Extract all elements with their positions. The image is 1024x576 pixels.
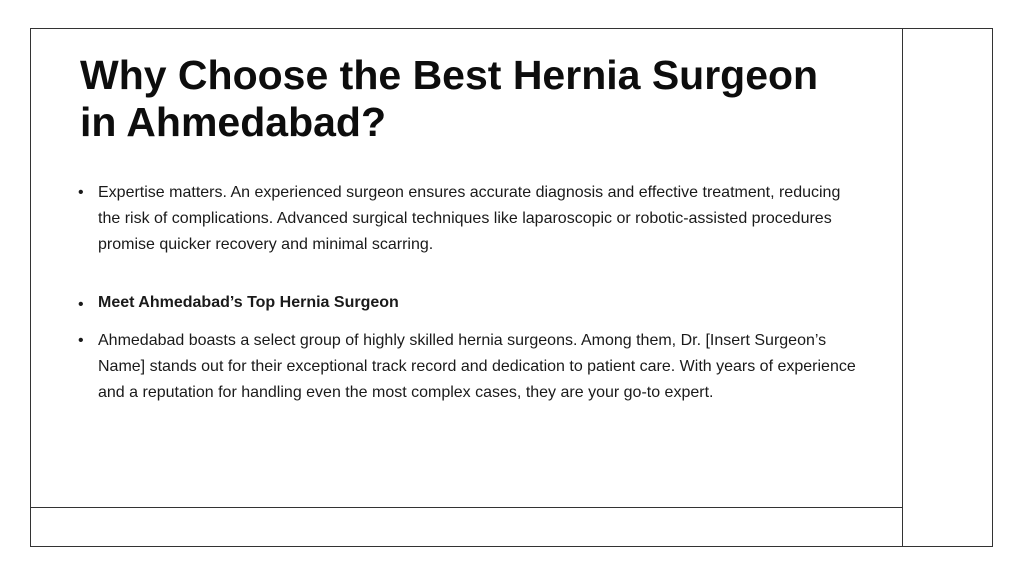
bullet-item: [76, 180, 866, 258]
section-heading: Meet Ahmedabad’s Top Hernia Surgeon: [98, 294, 399, 311]
bullet-dot: •: [78, 296, 84, 313]
horizontal-divider: [30, 507, 903, 508]
bullet-text: Expertise matters. An experienced surgeon ensures accurate diagnosis and effective treatment, reducing the risk of complications. Advanced surgical techniques like laparoscopic or robotic-assisted procedures promise quicker recovery and minimal scarring.: [98, 184, 841, 253]
vertical-divider: [902, 28, 903, 547]
bullet-list: [76, 180, 866, 406]
bullet-item: [76, 328, 866, 406]
bullet-dot: •: [78, 184, 84, 201]
bullet-dot: •: [78, 332, 84, 349]
bullet-text: Ahmedabad boasts a select group of highly skilled hernia surgeons. Among them, Dr. [Insert Surgeon’s Name] stands out for their exceptional track record and dedication to patient care. With years of experience and a reputation for handling even the most complex cases, they are your go-to expert.: [98, 332, 856, 401]
slide-title: Why Choose the Best Hernia Surgeon in Ahmedabad?: [80, 52, 819, 145]
bullet-item: [76, 292, 866, 314]
